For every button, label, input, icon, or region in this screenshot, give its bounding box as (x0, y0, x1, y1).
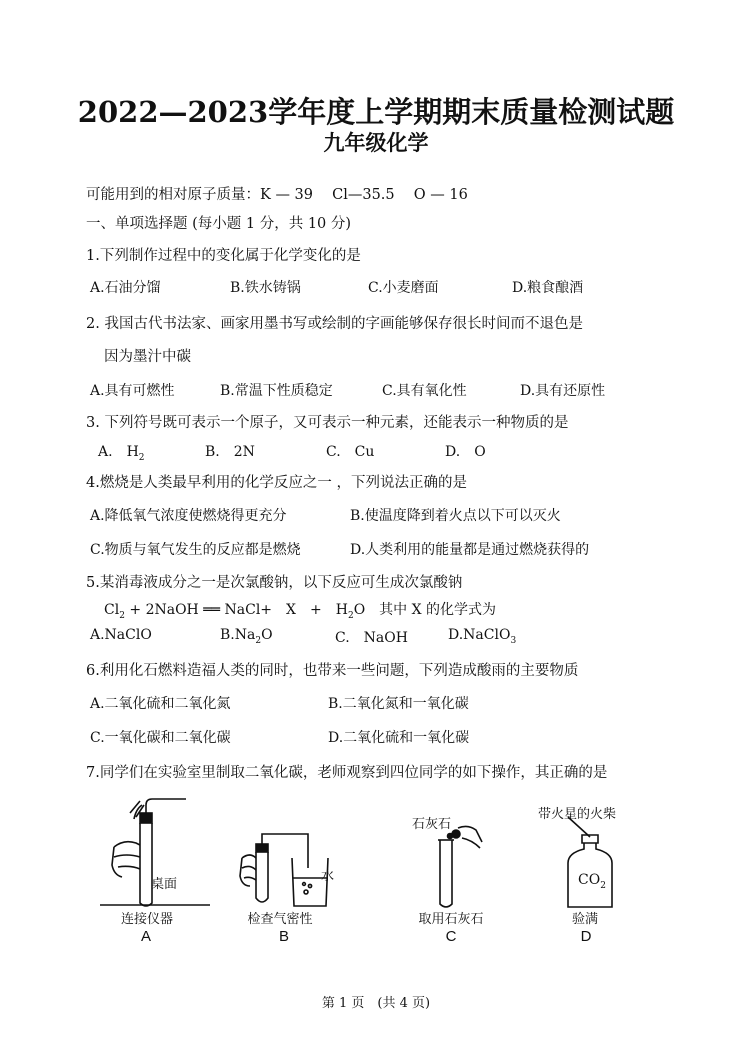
q6-option-b: B.二氧化氮和一氧化碳 (328, 696, 469, 712)
figure-a-label: 桌面 (151, 877, 178, 892)
figure-d-bottle-text: CO (578, 872, 601, 888)
figure-d-bottle-label (578, 872, 606, 891)
question-7-stem: 7.同学们在实验室里制取二氧化碳，老师观察到四位同学的如下操作，其正确的是 (86, 765, 608, 781)
q5-b-text: B.Na (220, 627, 256, 643)
q4-option-d: D.人类利用的能量都是通过燃烧获得的 (350, 542, 590, 558)
q3-a-subscript: 2 (138, 452, 145, 463)
figure-d-caption: 验满 (571, 912, 598, 927)
q3-c-symbol: Cu (354, 444, 375, 460)
figure-d-check-full (560, 815, 620, 911)
question-3-stem: 3. 下列符号既可表示一个原子，又可表示一种元素，还能表示一种物质的是 (86, 415, 569, 431)
q1-option-b: B.铁水铸锅 (230, 280, 301, 296)
question-1-stem: 1.下列制作过程中的变化属于化学变化的是 (86, 248, 361, 264)
q4-option-a: A.降低氧气浓度使燃烧得更充分 (90, 508, 287, 524)
q3-d-label: D. (445, 444, 461, 460)
figure-c-take-limestone (420, 820, 490, 912)
q2-option-b: B.常温下性质稳定 (220, 383, 333, 399)
q2-option-d: D.具有还原性 (520, 383, 606, 399)
q3-d-symbol: O (474, 444, 486, 460)
q1-option-a: A.石油分馏 (90, 280, 161, 296)
q3-option-a (98, 441, 145, 463)
figure-b-label: 水 (321, 869, 335, 884)
atomic-mass-info: 可能用到的相对原子质量：K — 39 Cl—35.5 O — 16 (86, 187, 468, 203)
figure-a-connect-apparatus (100, 795, 210, 910)
q4-option-c: C.物质与氧气发生的反应都是燃烧 (90, 542, 301, 558)
q3-a-symbol: H (126, 444, 139, 460)
question-2-stem: 2. 我国古代书法家、画家用墨书写或绘制的字画能够保存很长时间而不退色是 (86, 316, 583, 332)
figure-c-caption: 取用石灰石 (418, 912, 484, 927)
q6-option-c: C.一氧化碳和二氧化碳 (90, 730, 231, 746)
q3-option-c (326, 441, 374, 461)
figure-d-letter: D (580, 928, 592, 945)
exam-subtitle: 九年级化学 (323, 130, 429, 155)
q5-d-sub: 3 (510, 635, 517, 646)
q2-option-a: A.具有可燃性 (90, 383, 175, 399)
q3-b-label: B. (205, 444, 220, 460)
q5-option-d (448, 627, 516, 646)
q3-c-label: C. (326, 444, 341, 460)
q1-option-d: D.粮食酿酒 (512, 280, 584, 296)
q5-eq-cl-sub: 2 (119, 610, 125, 621)
q5-d-text: D.NaClO (448, 627, 511, 643)
q5-equation (104, 599, 496, 621)
figure-a-caption: 连接仪器 (120, 912, 173, 927)
question-4-stem: 4.燃烧是人类最早利用的化学反应之一 ，下列说法正确的是 (86, 475, 467, 491)
q6-option-d: D.二氧化硫和一氧化碳 (328, 730, 470, 746)
q4-option-b: B.使温度降到着火点以下可以灭火 (350, 508, 561, 524)
question-5-stem: 5.某消毒液成分之一是次氯酸钠，以下反应可生成次氯酸钠 (86, 575, 463, 591)
q5-eq-cl: Cl (104, 602, 120, 618)
section-heading: 一、单项选择题 (每小题 1 分，共 10 分) (86, 216, 352, 232)
q1-option-c: C.小麦磨面 (368, 280, 439, 296)
q5-b-sub: 2 (255, 635, 262, 646)
q5-eq-h2o-sub: 2 (347, 610, 354, 621)
q5-eq-tail: O 其中 X 的化学式为 (353, 602, 497, 618)
figure-c-label: 石灰石 (412, 817, 452, 832)
q5-option-a: A.NaClO (90, 627, 152, 643)
q3-a-label: A. (98, 444, 113, 460)
q6-option-a: A.二氧化硫和二氧化氮 (90, 696, 231, 712)
q3-option-b (205, 441, 255, 461)
figure-b-caption: 检查气密性 (247, 912, 313, 927)
question-2-stem-cont: 因为墨汁中碳 (104, 349, 191, 365)
exam-title: 2022—2023学年度上学期期末质量检测试题 (77, 95, 675, 129)
page-footer: 第 1 页 (共 4 页) (321, 996, 431, 1011)
figure-b-letter: B (278, 928, 289, 945)
figure-c-letter: C (445, 928, 457, 945)
figure-d-label: 带火星的火柴 (538, 807, 617, 822)
figure-d-bottle-sub: 2 (600, 880, 606, 891)
q5-option-c: C. NaOH (335, 630, 408, 646)
q3-b-symbol: 2N (233, 444, 255, 460)
q5-b-tail: O (261, 627, 273, 643)
q5-eq-middle: + 2NaOH ══ NaCl+ X + H (124, 602, 348, 618)
q5-option-b (220, 627, 273, 646)
q2-option-c: C.具有氧化性 (382, 383, 467, 399)
question-6-stem: 6.利用化石燃料造福人类的同时，也带来一些问题，下列造成酸雨的主要物质 (86, 663, 579, 679)
figure-a-letter: A (140, 928, 151, 945)
q3-option-d (445, 441, 486, 461)
